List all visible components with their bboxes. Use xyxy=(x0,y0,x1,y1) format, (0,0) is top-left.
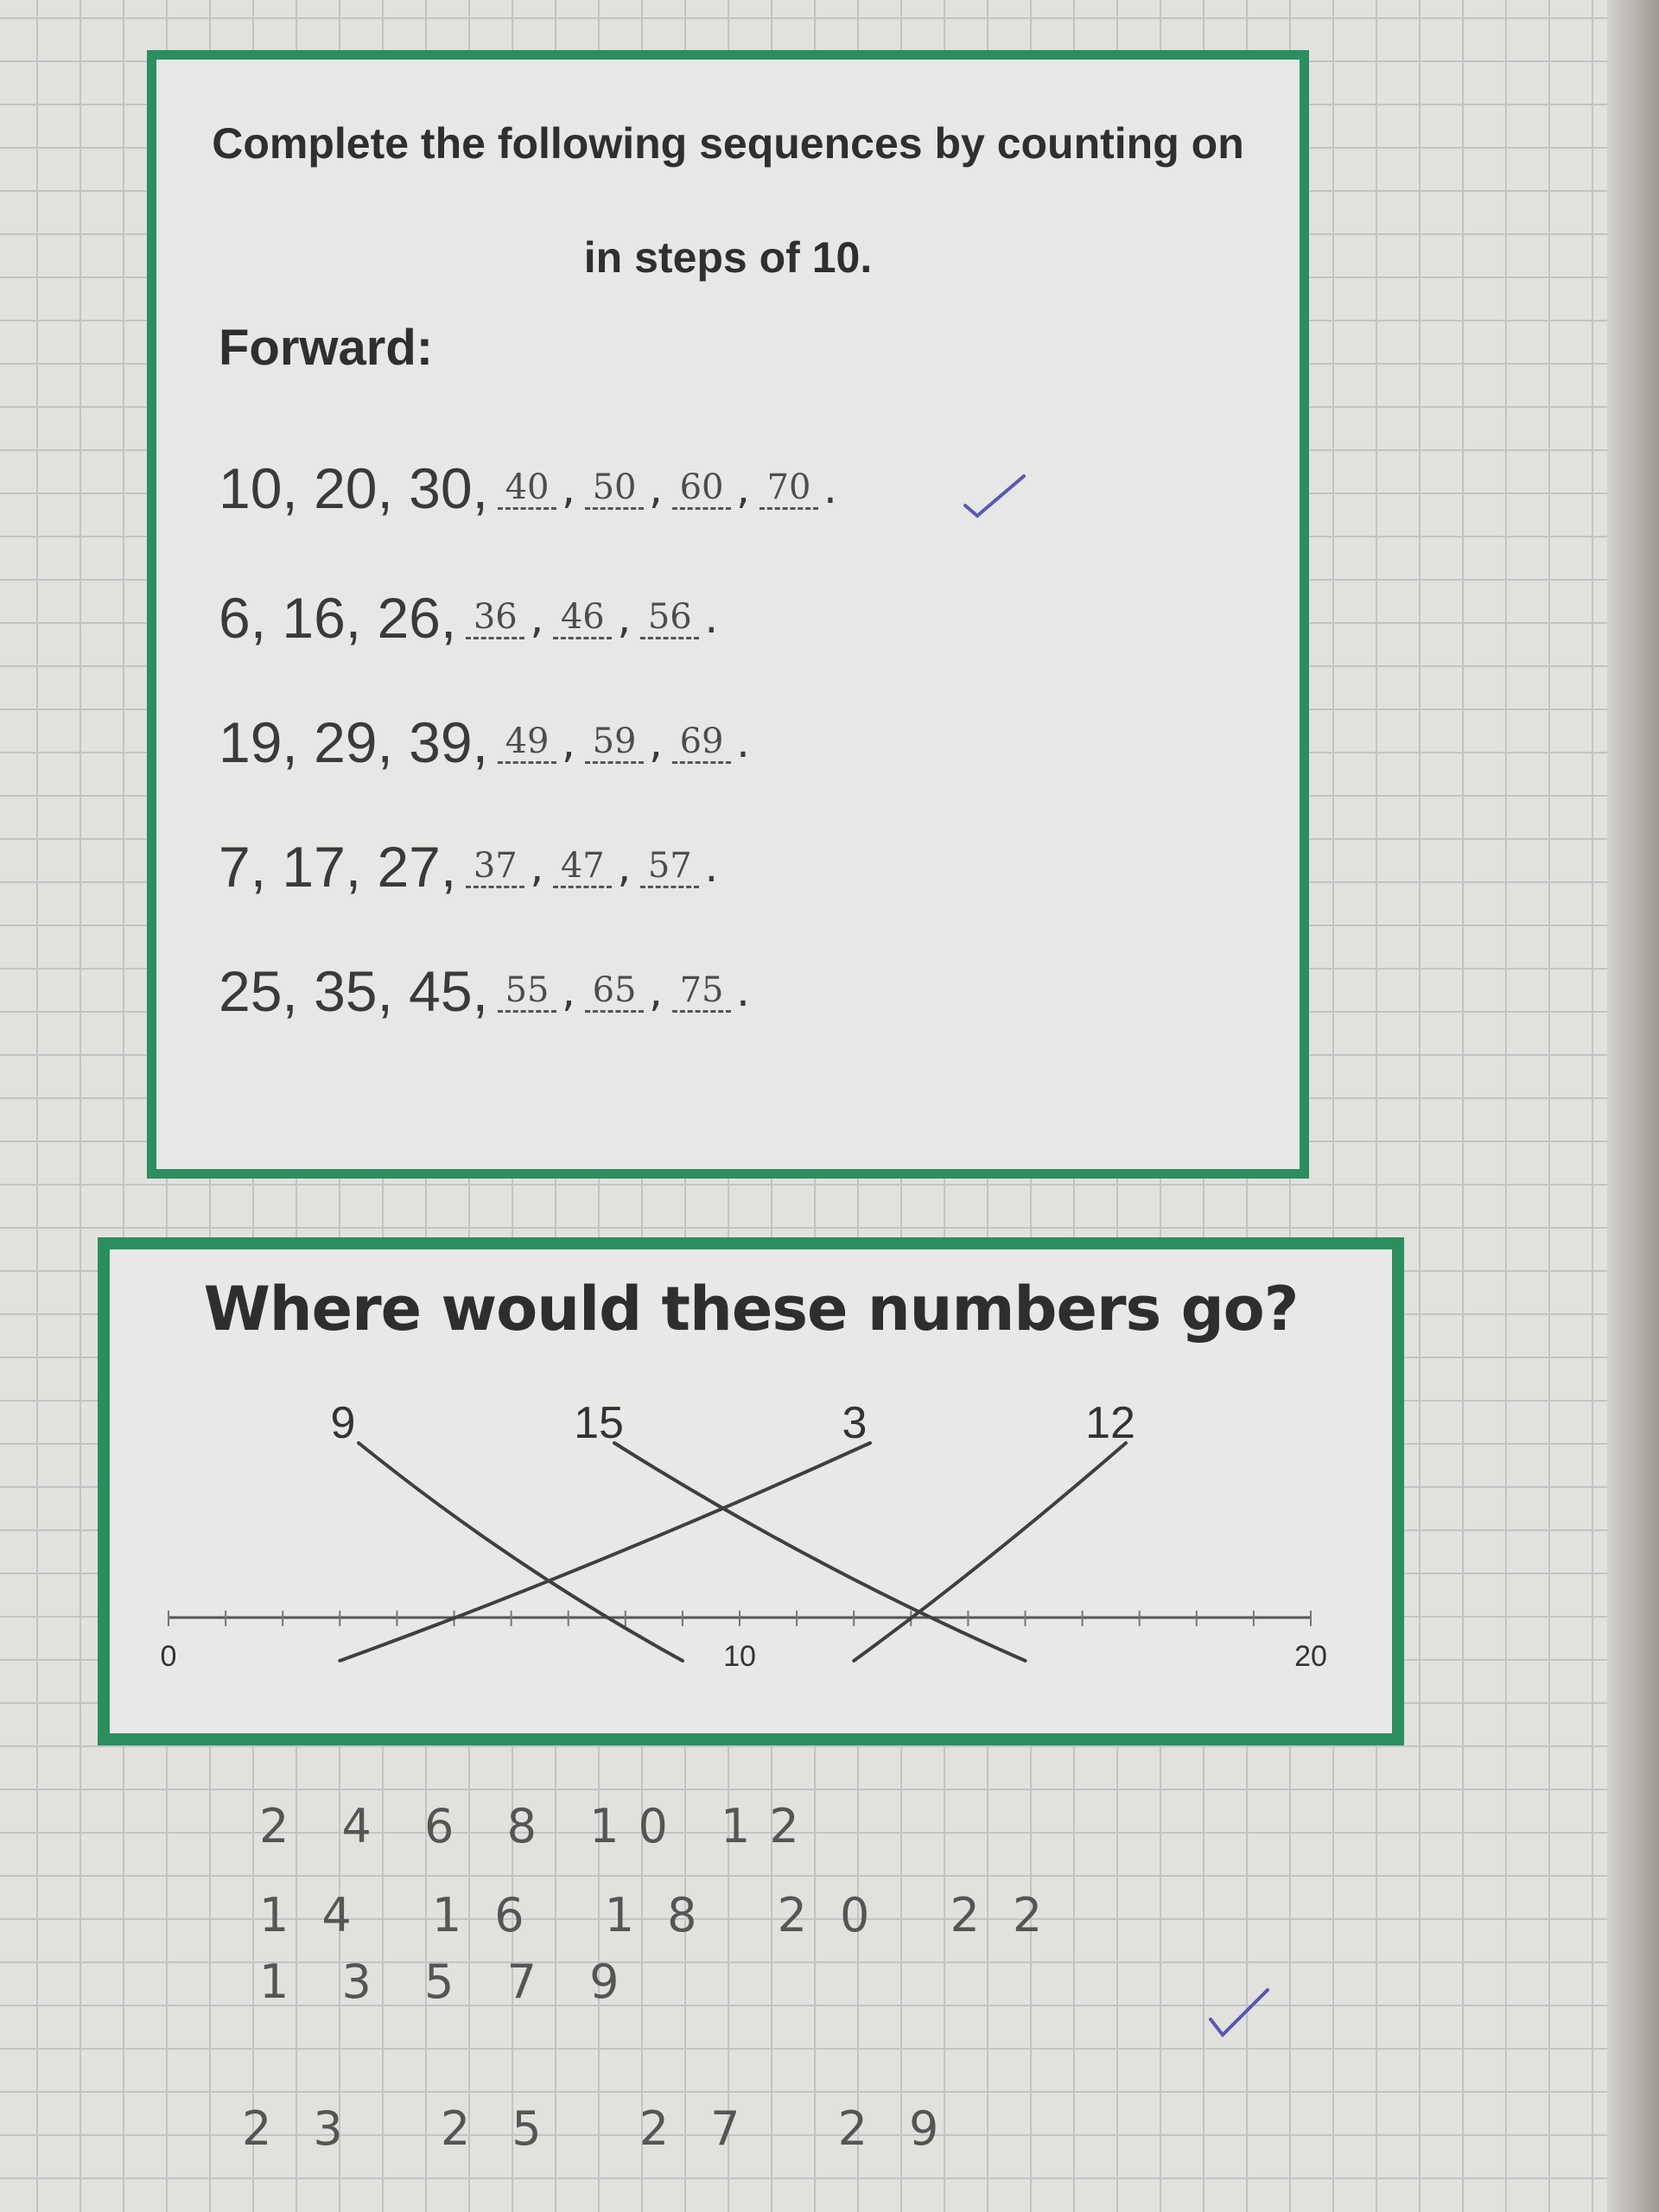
row-printed: 10, 20, 30, xyxy=(219,456,488,520)
number-line-chart xyxy=(110,1249,1392,1733)
row-answer: 50 xyxy=(585,467,644,510)
row-printed: 19, 29, 39, xyxy=(219,710,488,774)
forward-label: Forward: xyxy=(219,320,434,376)
row-printed: 7, 17, 27, xyxy=(219,835,457,899)
row-answer: 49 xyxy=(498,721,556,764)
row-answer: 70 xyxy=(760,467,818,510)
number-label: 3 xyxy=(842,1398,868,1448)
row-answer: 69 xyxy=(672,721,731,764)
row-printed: 6, 16, 26, xyxy=(219,586,457,650)
row-answer: 75 xyxy=(672,970,731,1013)
sequence-worksheet-card xyxy=(147,50,1309,1179)
row-answer: 57 xyxy=(640,846,699,888)
teacher-check-icon xyxy=(960,471,1029,523)
row-answer: 36 xyxy=(466,597,524,639)
row-answer: 59 xyxy=(585,721,644,764)
sequence-row-3: 19, 29, 39, 49 , 59 , 69 . xyxy=(219,710,750,774)
placement-line xyxy=(854,1443,1126,1661)
number-label: 9 xyxy=(330,1398,356,1448)
number-line-title: Where would these numbers go? xyxy=(203,1274,1299,1344)
row-printed: 25, 35, 45, xyxy=(219,959,488,1023)
number-label: 15 xyxy=(574,1398,624,1448)
instruction-line-1: Complete the following sequences by counting on xyxy=(212,119,1244,168)
number-label: 12 xyxy=(1085,1398,1135,1448)
number-line-card xyxy=(98,1237,1404,1745)
row-answer: 40 xyxy=(498,467,556,510)
placement-line xyxy=(614,1443,1026,1661)
row-answer: 60 xyxy=(672,467,731,510)
teacher-check-icon-2 xyxy=(1205,1983,1274,2044)
placement-line xyxy=(359,1443,683,1661)
row-answer: 46 xyxy=(553,597,612,639)
row-answer: 37 xyxy=(466,846,524,888)
sequence-row-5: 25, 35, 45, 55 , 65 , 75 . xyxy=(219,959,750,1023)
row-answer: 65 xyxy=(585,970,644,1013)
row-answer: 47 xyxy=(553,846,612,888)
handwritten-line-2: 14 16 18 20 22 xyxy=(259,1888,1076,1942)
handwritten-line-1: 2 4 6 8 10 12 xyxy=(259,1799,818,1853)
placement-line xyxy=(340,1443,870,1661)
sequence-row-1: 10, 20, 30, 40 , 50 , 60 , 70 . xyxy=(219,456,837,520)
notebook-edge xyxy=(1607,0,1659,2212)
sequence-row-2: 6, 16, 26, 36 , 46 , 56 . xyxy=(219,586,719,650)
instruction-line-2: in steps of 10. xyxy=(583,233,873,282)
axis-tick-label: 0 xyxy=(160,1640,177,1673)
row-answer: 56 xyxy=(640,597,699,639)
row-answer: 55 xyxy=(498,970,556,1013)
handwritten-line-3: 1 3 5 7 9 xyxy=(259,1955,639,2009)
sequence-row-4: 7, 17, 27, 37 , 47 , 57 . xyxy=(219,835,719,899)
axis-tick-label: 10 xyxy=(723,1640,756,1673)
axis-tick-label: 20 xyxy=(1294,1640,1327,1673)
handwritten-line-4: 23 25 27 29 xyxy=(242,2101,981,2156)
